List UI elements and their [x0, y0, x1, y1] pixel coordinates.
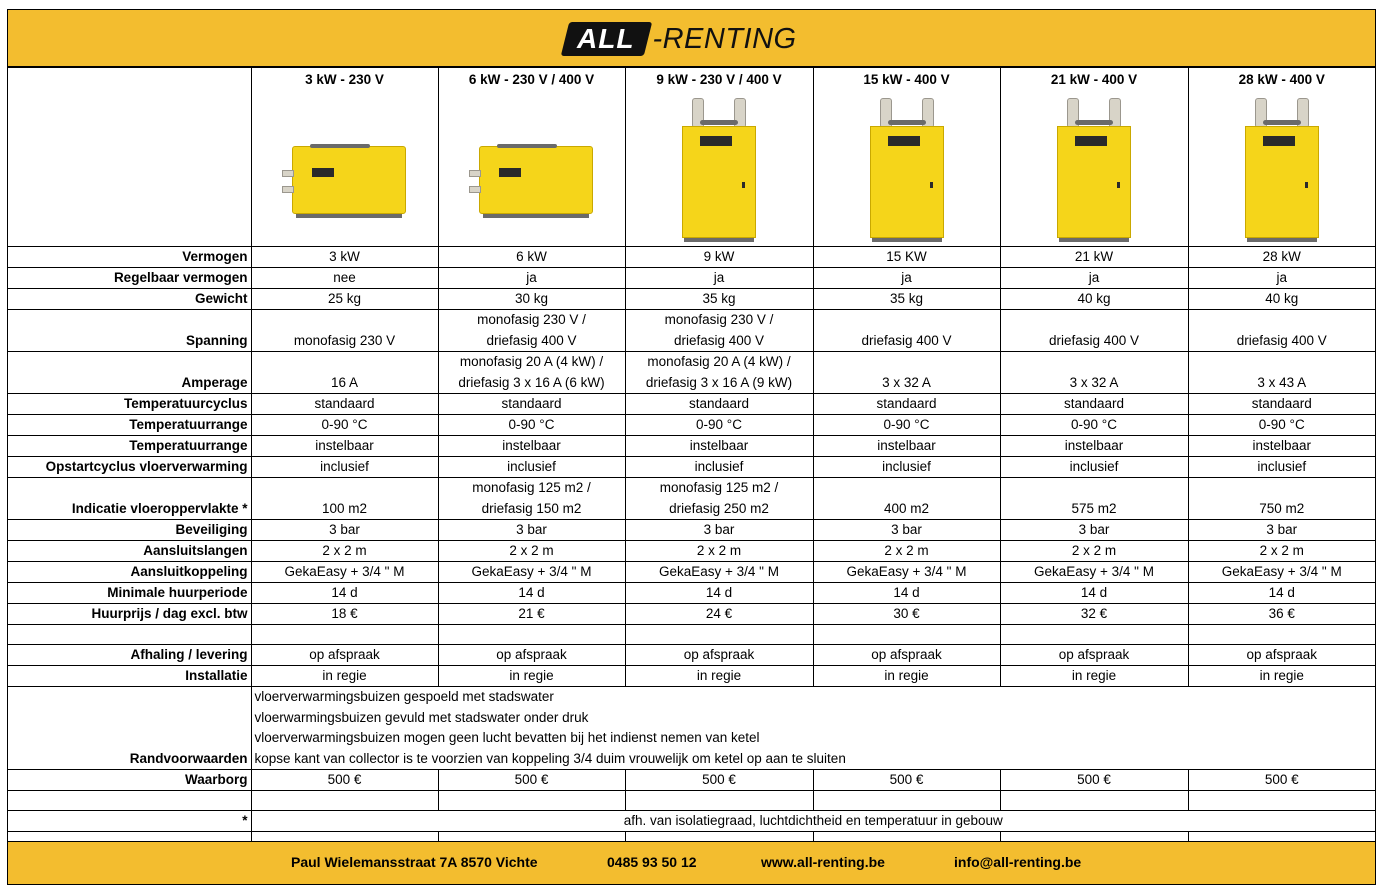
spec-value: [813, 352, 1000, 394]
model-column-header: [251, 68, 438, 247]
model-name: 21 kW - 400 V: [1050, 72, 1138, 87]
spec-value: in regie: [1000, 666, 1188, 687]
spec-value: op afspraak: [813, 645, 1000, 666]
spec-value: GekaEasy + 3/4 " M: [251, 562, 438, 583]
cell-line: monofasig 125 m2 /: [659, 480, 779, 495]
model-name: 3 kW - 230 V: [305, 72, 384, 87]
conditions-list: [251, 687, 1375, 770]
spec-value: 30 kg: [438, 289, 625, 310]
spec-value: ja: [1000, 268, 1188, 289]
model-column-header: [1188, 68, 1375, 247]
spec-row-temperatuurrange: [8, 436, 1375, 457]
spec-value: 3 bar: [438, 520, 625, 541]
header-bar: [8, 10, 1375, 67]
boiler-tall-icon: [678, 98, 760, 246]
cell-line: driefasig 150 m2: [481, 500, 582, 516]
spec-value: ja: [813, 268, 1000, 289]
spec-value: 2 x 2 m: [813, 541, 1000, 562]
spec-value: 3 bar: [1188, 520, 1375, 541]
model-header-row: [8, 68, 1375, 247]
spec-value: [1188, 310, 1375, 352]
spec-value: op afspraak: [1000, 645, 1188, 666]
row-label: Temperatuurrange: [8, 436, 251, 457]
cell-line: driefasig 3 x 16 A (6 kW): [458, 374, 605, 390]
spec-value: standaard: [1000, 394, 1188, 415]
conditions-row: [8, 687, 1375, 770]
spec-row-beveiliging: [8, 520, 1375, 541]
deposit-value: 500 €: [438, 770, 625, 791]
spec-value: 14 d: [251, 583, 438, 604]
spec-value: instelbaar: [251, 436, 438, 457]
deposit-row: [8, 770, 1375, 791]
rental-spec-sheet: [7, 9, 1376, 885]
spec-row-regelbaar-vermogen: [8, 268, 1375, 289]
cell-line: monofasig 125 m2 /: [472, 480, 591, 495]
spec-row-opstartcyclus-vloerverwarming: [8, 457, 1375, 478]
row-label: Aansluitslangen: [8, 541, 251, 562]
spec-row-installatie: [8, 666, 1375, 687]
condition-item: vloerverwarmingsbuizen gespoeld met stadswater: [254, 689, 554, 704]
spec-value: ja: [1188, 268, 1375, 289]
cell-line: monofasig 230 V /: [477, 312, 586, 327]
row-label: Temperatuurcyclus: [8, 394, 251, 415]
spec-value: GekaEasy + 3/4 " M: [1000, 562, 1188, 583]
spec-value: 21 €: [438, 604, 625, 625]
spec-value: 2 x 2 m: [625, 541, 813, 562]
spec-value: 3 bar: [251, 520, 438, 541]
footer-website-link[interactable]: www.all-renting.be: [761, 854, 885, 870]
footer-bar: [8, 841, 1375, 884]
cell-line: monofasig 230 V /: [664, 312, 774, 327]
row-label: Aansluitkoppeling: [8, 562, 251, 583]
spec-value: [625, 310, 813, 352]
empty-cell: [1000, 791, 1188, 811]
footnote-text: afh. van isolatiegraad, luchtdichtheid en temperatuur in gebouw: [251, 811, 1375, 832]
all-renting-logo: [565, 22, 797, 56]
row-label: Opstartcyclus vloerverwarming: [8, 457, 251, 478]
spec-value: 0-90 °C: [1000, 415, 1188, 436]
footer-address: Paul Wielemansstraat 7A 8570 Vichte: [291, 854, 538, 870]
condition-item: vloerwarmingsbuizen gevuld met stadswater onder druk: [254, 709, 589, 725]
row-label: Randvoorwaarden: [8, 687, 251, 770]
spec-value: 32 €: [1000, 604, 1188, 625]
spec-value: inclusief: [1000, 457, 1188, 478]
spec-value: instelbaar: [1000, 436, 1188, 457]
spec-value: [625, 478, 813, 520]
row-label: Regelbaar vermogen: [8, 268, 251, 289]
spec-value: inclusief: [438, 457, 625, 478]
row-label: Gewicht: [8, 289, 251, 310]
model-name: 28 kW - 400 V: [1238, 72, 1325, 87]
spec-value: 9 kW: [625, 247, 813, 268]
spec-value: 14 d: [625, 583, 813, 604]
spec-row-indicatie-vloeroppervlakte: [8, 478, 1375, 520]
spacer-row: [8, 791, 1375, 811]
spec-value: in regie: [1188, 666, 1375, 687]
spec-value: [251, 310, 438, 352]
cell-line: driefasig 400 V: [1236, 332, 1327, 348]
spec-value: inclusief: [1188, 457, 1375, 478]
cell-line: 100 m2: [321, 500, 368, 516]
row-label: Amperage: [8, 352, 251, 394]
footer-email-link[interactable]: info@all-renting.be: [954, 854, 1082, 870]
row-label: Afhaling / levering: [8, 645, 251, 666]
spec-value: [438, 478, 625, 520]
spec-value: 28 kW: [1188, 247, 1375, 268]
condition-item: vloerverwarmingsbuizen mogen geen lucht bevatten bij het indienst nemen van ketel: [254, 730, 760, 745]
spec-value: 2 x 2 m: [438, 541, 625, 562]
spec-value: GekaEasy + 3/4 " M: [813, 562, 1000, 583]
spec-value: 14 d: [813, 583, 1000, 604]
spec-value: standaard: [438, 394, 625, 415]
spec-value: [438, 310, 625, 352]
spec-value: 2 x 2 m: [1000, 541, 1188, 562]
spec-value: 25 kg: [251, 289, 438, 310]
spec-value: instelbaar: [1188, 436, 1375, 457]
spec-value: 30 €: [813, 604, 1000, 625]
empty-cell: [8, 791, 251, 811]
empty-cell: [813, 791, 1000, 811]
spec-value: [625, 352, 813, 394]
spec-row-minimale-huurperiode: [8, 583, 1375, 604]
spec-value: GekaEasy + 3/4 " M: [438, 562, 625, 583]
row-label: Spanning: [8, 310, 251, 352]
spec-value: op afspraak: [438, 645, 625, 666]
spec-value: 3 kW: [251, 247, 438, 268]
spec-value: 36 €: [1188, 604, 1375, 625]
spec-value: nee: [251, 268, 438, 289]
row-label: Installatie: [8, 666, 251, 687]
spec-row-aansluitslangen: [8, 541, 1375, 562]
spec-value: 35 kg: [813, 289, 1000, 310]
cell-line: driefasig 400 V: [861, 332, 952, 348]
spec-row-spacer: [8, 625, 1375, 645]
spec-row-temperatuurcyclus: [8, 394, 1375, 415]
spec-value: 40 kg: [1000, 289, 1188, 310]
spec-value: 15 KW: [813, 247, 1000, 268]
row-label: Minimale huurperiode: [8, 583, 251, 604]
spec-value: instelbaar: [625, 436, 813, 457]
spec-value: GekaEasy + 3/4 " M: [1188, 562, 1375, 583]
spec-value: standaard: [251, 394, 438, 415]
spec-value: 21 kW: [1000, 247, 1188, 268]
spec-value: instelbaar: [813, 436, 1000, 457]
spec-value: standaard: [625, 394, 813, 415]
deposit-value: 500 €: [813, 770, 1000, 791]
spec-value: [1188, 625, 1375, 645]
spec-value: [438, 352, 625, 394]
footnote-row: [8, 811, 1375, 832]
spec-value: 2 x 2 m: [1188, 541, 1375, 562]
spec-value: [813, 625, 1000, 645]
spec-value: [1000, 352, 1188, 394]
spec-value: [1000, 625, 1188, 645]
cell-line: monofasig 230 V: [293, 332, 396, 348]
cell-line: 3 x 32 A: [882, 374, 931, 390]
spec-value: op afspraak: [1188, 645, 1375, 666]
spec-value: [625, 625, 813, 645]
spec-value: inclusief: [251, 457, 438, 478]
spec-value: 40 kg: [1188, 289, 1375, 310]
spec-value: 3 bar: [1000, 520, 1188, 541]
spec-row-aansluitkoppeling: [8, 562, 1375, 583]
row-label: Huurprijs / dag excl. btw: [8, 604, 251, 625]
spec-value: 2 x 2 m: [251, 541, 438, 562]
boiler-tall-icon: [1053, 98, 1135, 246]
cell-line: 3 x 32 A: [1069, 374, 1119, 390]
cell-line: driefasig 400 V: [1048, 332, 1140, 348]
spec-value: [251, 478, 438, 520]
logo-all-text: ALL: [577, 23, 635, 54]
spec-value: in regie: [438, 666, 625, 687]
model-name: 6 kW - 230 V / 400 V: [468, 72, 595, 87]
model-column-header: [1000, 68, 1188, 247]
spec-value: op afspraak: [625, 645, 813, 666]
spec-value: [438, 625, 625, 645]
model-column-header: [625, 68, 813, 247]
footnote-marker: *: [8, 811, 251, 832]
spec-value: [251, 625, 438, 645]
row-label: [8, 625, 251, 645]
spec-value: in regie: [813, 666, 1000, 687]
spec-row-afhaling-levering: [8, 645, 1375, 666]
model-column-header: [813, 68, 1000, 247]
spec-value: standaard: [1188, 394, 1375, 415]
row-label: Beveiliging: [8, 520, 251, 541]
spec-row-spanning: [8, 310, 1375, 352]
spec-row-amperage: [8, 352, 1375, 394]
spec-value: 14 d: [1000, 583, 1188, 604]
row-label: Temperatuurrange: [8, 415, 251, 436]
deposit-value: 500 €: [625, 770, 813, 791]
spec-value: 0-90 °C: [625, 415, 813, 436]
model-name: 15 kW - 400 V: [863, 72, 950, 87]
spec-row-huurprijs-dag-excl-btw: [8, 604, 1375, 625]
cell-line: driefasig 3 x 16 A (9 kW): [645, 374, 793, 390]
spec-value: ja: [625, 268, 813, 289]
cell-line: driefasig 400 V: [673, 332, 765, 348]
spec-value: 14 d: [1188, 583, 1375, 604]
spec-value: 18 €: [251, 604, 438, 625]
row-label: Indicatie vloeroppervlakte *: [8, 478, 251, 520]
row-label: Vermogen: [8, 247, 251, 268]
spec-value: 24 €: [625, 604, 813, 625]
spec-value: [1000, 310, 1188, 352]
spec-value: GekaEasy + 3/4 " M: [625, 562, 813, 583]
spec-value: 0-90 °C: [251, 415, 438, 436]
spec-row-temperatuurrange: [8, 415, 1375, 436]
boiler-small-icon: [282, 142, 408, 222]
cell-line: 16 A: [330, 374, 359, 390]
cell-line: 750 m2: [1259, 500, 1305, 516]
footer-phone[interactable]: 0485 93 50 12: [607, 854, 697, 870]
spec-row-vermogen: [8, 247, 1375, 268]
spec-value: in regie: [625, 666, 813, 687]
boiler-small-icon: [469, 142, 595, 222]
spec-value: [1000, 478, 1188, 520]
empty-cell: [625, 791, 813, 811]
condition-item: kopse kant van collector is te voorzien van koppeling 3/4 duim vrouwelijk om ketel op aan te sluiten: [254, 750, 846, 766]
cell-line: driefasig 250 m2: [669, 500, 769, 516]
spec-value: 6 kW: [438, 247, 625, 268]
spec-value: in regie: [251, 666, 438, 687]
deposit-value: 500 €: [251, 770, 438, 791]
deposit-value: 500 €: [1188, 770, 1375, 791]
boiler-tall-icon: [1241, 98, 1323, 246]
spec-value: 3 bar: [625, 520, 813, 541]
spec-value: standaard: [813, 394, 1000, 415]
spec-value: ja: [438, 268, 625, 289]
cell-line: driefasig 400 V: [486, 332, 577, 348]
spec-value: 0-90 °C: [438, 415, 625, 436]
empty-cell: [1188, 791, 1375, 811]
spec-value: instelbaar: [438, 436, 625, 457]
spec-value: [813, 310, 1000, 352]
model-name: 9 kW - 230 V / 400 V: [656, 72, 782, 87]
spec-value: op afspraak: [251, 645, 438, 666]
cell-line: 575 m2: [1071, 500, 1117, 516]
deposit-value: 500 €: [1000, 770, 1188, 791]
cell-line: 3 x 43 A: [1257, 374, 1307, 390]
spec-value: 14 d: [438, 583, 625, 604]
empty-cell: [438, 791, 625, 811]
cell-line: monofasig 20 A (4 kW) /: [647, 354, 791, 369]
logo-renting-text: -RENTING: [652, 23, 797, 55]
spec-value: [251, 352, 438, 394]
boiler-tall-icon: [866, 98, 948, 246]
spec-table: [8, 67, 1375, 852]
spec-value: 35 kg: [625, 289, 813, 310]
spec-row-gewicht: [8, 289, 1375, 310]
spec-value: 0-90 °C: [813, 415, 1000, 436]
spec-value: [1188, 352, 1375, 394]
row-label: Waarborg: [8, 770, 251, 791]
corner-cell: [8, 68, 251, 247]
spec-value: inclusief: [625, 457, 813, 478]
spec-value: 0-90 °C: [1188, 415, 1375, 436]
spec-value: 3 bar: [813, 520, 1000, 541]
cell-line: monofasig 20 A (4 kW) /: [459, 354, 604, 369]
cell-line: 400 m2: [883, 500, 930, 516]
empty-cell: [251, 791, 438, 811]
spec-value: inclusief: [813, 457, 1000, 478]
spec-value: [1188, 478, 1375, 520]
model-column-header: [438, 68, 625, 247]
spec-value: [813, 478, 1000, 520]
